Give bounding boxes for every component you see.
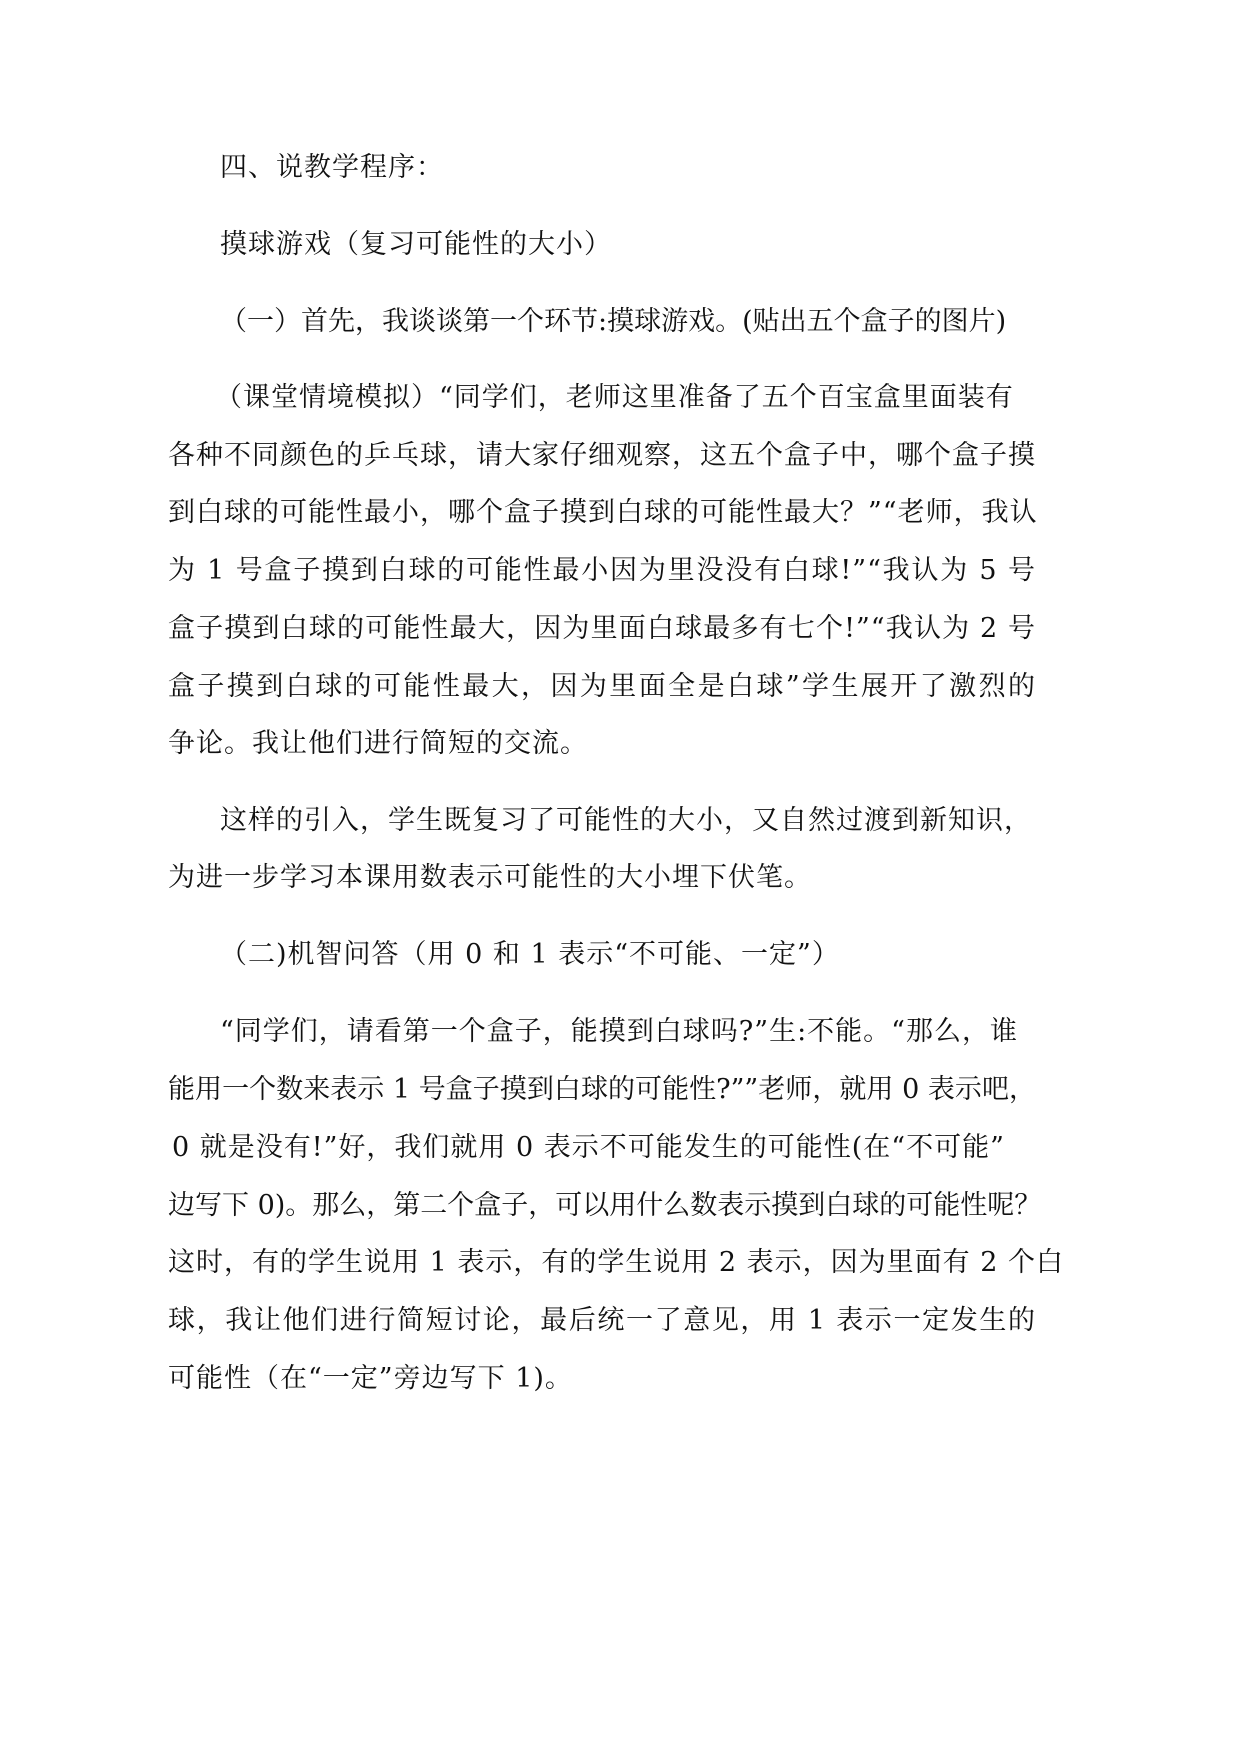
paragraph-line: 为 1 号盒子摸到白球的可能性最小因为里没没有白球!”“我认为 5 号 (168, 555, 1036, 586)
paragraph-line: 边写下 0)。那么，第二个盒子，可以用什么数表示摸到白球的可能性呢？ (168, 1190, 1042, 1221)
paragraph-line: 球，我让他们进行简短讨论，最后统一了意见，用 1 表示一定发生的 (168, 1305, 1036, 1336)
paragraph-line: 能用一个数来表示 1 号盒子摸到白球的可能性?””老师，就用 0 表示吧， (168, 1074, 1036, 1105)
paragraph-line: 争论。我让他们进行简短的交流。 (168, 728, 588, 759)
activity-heading: 摸球游戏（复习可能性的大小） (220, 229, 612, 260)
paragraph-line: “同学们，请看第一个盒子，能摸到白球吗?”生:不能。“那么，谁 (220, 1016, 1018, 1047)
paragraph-line: 盒子摸到白球的可能性最大，因为里面白球最多有七个!”“我认为 2 号 (168, 613, 1036, 644)
paragraph-line: 这时，有的学生说用 1 表示，有的学生说用 2 表示，因为里面有 2 个白 (168, 1247, 1065, 1278)
paragraph-line: 各种不同颜色的乒乓球，请大家仔细观察，这五个盒子中，哪个盒子摸 (168, 440, 1036, 471)
section-heading: 四、说教学程序： (220, 152, 444, 183)
paragraph-line: 0 就是没有!”好，我们就用 0 表示不可能发生的可能性(在“不可能” (172, 1132, 1005, 1163)
paragraph-line: 可能性（在“一定”旁边写下 1)。 (168, 1363, 573, 1394)
summary-line: 这样的引入，学生既复习了可能性的大小，又自然过渡到新知识， (220, 805, 1032, 836)
paragraph-line: 盒子摸到白球的可能性最大，因为里面全是白球”学生展开了激烈的 (168, 671, 1036, 702)
part2-intro: （二)机智问答（用 0 和 1 表示“不可能、一定”） (220, 939, 840, 970)
paragraph-line: 到白球的可能性最小，哪个盒子摸到白球的可能性最大？”“老师，我认 (168, 497, 1038, 528)
summary-line: 为进一步学习本课用数表示可能性的大小埋下伏笔。 (168, 862, 812, 893)
paragraph-line: （课堂情境模拟）“同学们，老师这里准备了五个百宝盒里面装有 (215, 382, 1014, 413)
part1-intro: （一）首先，我谈谈第一个环节:摸球游戏。(贴出五个盒子的图片) (220, 306, 1007, 337)
